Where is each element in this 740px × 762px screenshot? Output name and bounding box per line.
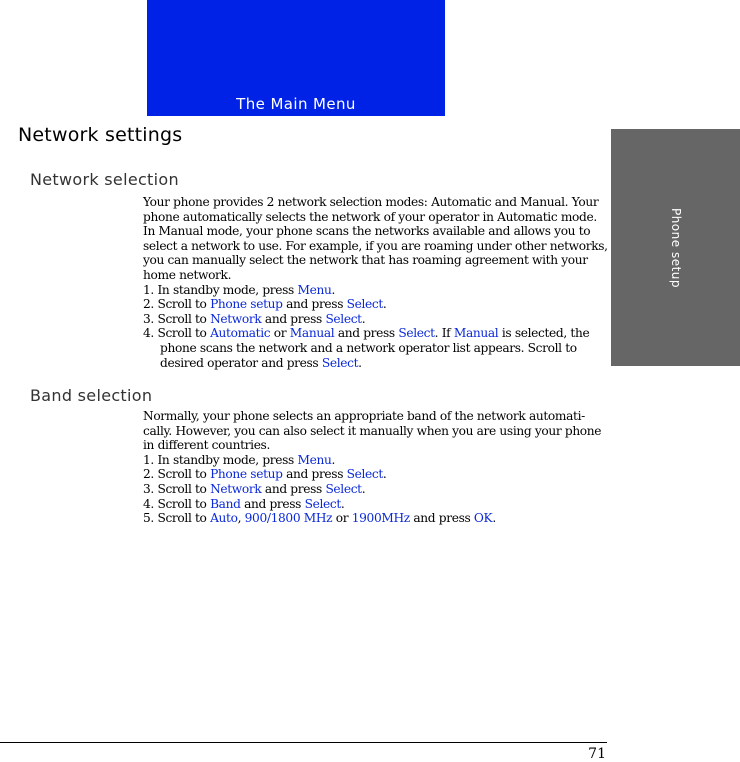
- network-selection-title: Network selection: [30, 170, 179, 189]
- keyword: Select: [325, 311, 362, 326]
- keyword: Menu: [297, 452, 332, 467]
- keyword: Band: [210, 496, 241, 511]
- step: 4. Scroll to Automatic or Manual and press Select. If Manual is selected, the phone scans the network and a network operator list appears. Scroll to desired operator and press Select.: [143, 326, 590, 370]
- network-selection-paragraph: Your phone provides 2 network selection modes: Automatic and Manual. Your phone automatically selects the network of your operator in Automatic mode. In Manual mode, your phone scans the networks available and allows you to select a network to use. For example, if you are roaming under other networks, you can manually select the network that has roaming agreement with your home network.: [143, 195, 608, 282]
- step: 3. Scroll to Network and press Select.: [143, 311, 366, 326]
- keyword: Network: [210, 481, 262, 496]
- keyword: Select: [304, 496, 341, 511]
- keyword: Select: [346, 297, 383, 312]
- step: 5. Scroll to Auto, 900/1800 MHz or 1900MHz and press OK.: [143, 511, 496, 526]
- keyword: Select: [321, 355, 359, 370]
- keyword: 900/1800 MHz: [244, 511, 333, 526]
- step: 1. In standby mode, press Menu.: [143, 452, 335, 467]
- keyword: OK: [473, 511, 493, 526]
- keyword: Manual: [453, 326, 499, 341]
- keyword: Phone setup: [210, 467, 283, 482]
- keyword: 1900MHz: [351, 511, 410, 526]
- step: 2. Scroll to Phone setup and press Select.: [143, 467, 387, 482]
- page-number: 71: [588, 746, 606, 762]
- keyword: Menu: [297, 282, 332, 297]
- main-menu-banner: [147, 0, 445, 116]
- keyword: Auto: [210, 511, 238, 526]
- keyword: Phone setup: [210, 297, 283, 312]
- footer-divider: [0, 742, 607, 743]
- step: 4. Scroll to Band and press Select.: [143, 496, 345, 511]
- keyword: Manual: [289, 326, 335, 341]
- chapter-side-tab: [611, 129, 740, 366]
- network-selection-body: [143, 195, 608, 370]
- side-tab-label: Phone setup: [668, 207, 683, 288]
- step: 3. Scroll to Network and press Select.: [143, 481, 366, 496]
- keyword: Select: [346, 467, 383, 482]
- keyword: Automatic: [210, 326, 271, 341]
- step: 1. In standby mode, press Menu.: [143, 282, 335, 297]
- section-title: Network settings: [18, 124, 183, 146]
- keyword: Select: [325, 481, 362, 496]
- step: 2. Scroll to Phone setup and press Select.: [143, 297, 387, 312]
- keyword: Select: [398, 326, 435, 341]
- banner-title: The Main Menu: [236, 95, 356, 113]
- band-selection-body: [143, 409, 608, 526]
- keyword: Network: [210, 311, 262, 326]
- band-selection-paragraph: Normally, your phone selects an appropriate band of the network automati-cally. However, you can also select it manually when you are using your phone in different countries.: [143, 409, 602, 453]
- band-selection-title: Band selection: [30, 386, 153, 405]
